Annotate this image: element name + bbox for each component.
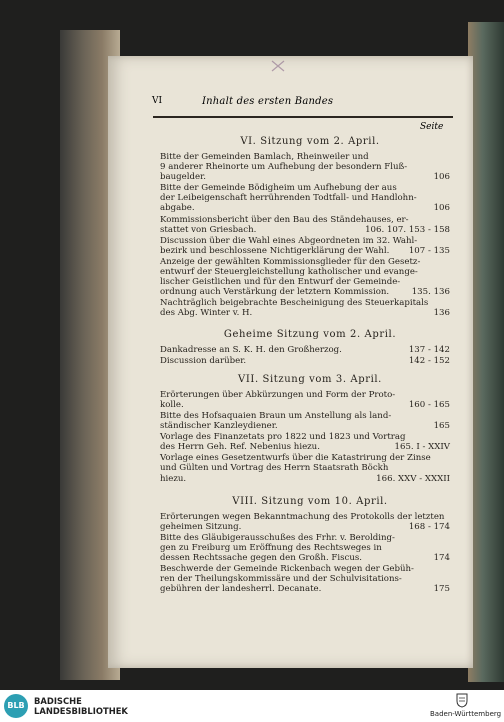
page-reference: 166. XXV - XXXII [376,473,450,484]
toc-entry-line: hiezu. [160,473,187,484]
toc-entry [160,564,450,596]
library-name: BADISCHE LANDESBIBLIOTHEK [34,696,128,716]
toc-entry-line: Nachträglich beigebrachte Bescheinigung des Steuerkapitals [160,298,429,309]
session-heading: VIII. Sitzung vom 10. April. [232,495,388,507]
session-heading: Geheime Sitzung vom 2. April. [223,328,397,340]
toc-entry-line: ständischer Kanzleydiener. [160,421,278,432]
toc-entry-line: geheimen Sitzung. [160,521,242,532]
blb-logo-icon: BLB [4,694,28,718]
toc-entry-line: entwurf der Steuergleichstellung katholischer und evange- [160,267,418,278]
toc-entry-line: abgabe. [160,203,195,214]
toc-entry [160,533,450,565]
baden-wuerttemberg-crest-icon [453,691,471,709]
toc-entry [160,390,450,412]
session-heading: VII. Sitzung vom 3. April. [238,373,382,385]
book-edge [468,22,504,682]
toc-entry-line: Anzeige der gewählten Kommissionsglieder für den Gesetz- [160,257,421,267]
page-reference: 106 [433,203,450,214]
page-title: Inhalt des ersten Bandes [202,96,334,107]
toc-entry-line: Bitte der Gemeinden Bamlach, Rheinweiler und [160,152,369,162]
toc-entry [160,298,450,320]
toc-entry [160,215,450,237]
page-reference: 165 [433,421,450,432]
page-reference: 135. 136 [411,287,450,298]
toc-entry-line: Discussion darüber. [160,355,247,366]
page-reference: 142 - 152 [408,355,450,366]
toc-entry-line: 9 anderer Rheinorte um Aufhebung der besondern Fluß- [160,162,408,173]
page-header [152,96,457,110]
partner-name: Baden-Württemberg [430,710,502,718]
toc-entry-line: dessen Rechtssache gegen den Großh. Fiscus. [160,553,363,564]
toc-entry-line: Erörterungen über Abkürzungen und Form der Proto- [160,389,396,400]
toc-entry [160,152,450,184]
toc-entry-line: Bitte der Gemeinde Bödigheim um Aufhebung der aus [160,183,397,194]
page-number: VI [152,96,163,106]
page-reference: 107 - 135 [408,245,450,256]
page-reference: 106. 107. 153 - 158 [365,224,450,235]
toc-entry-line: Erörterungen wegen Bekanntmachung des Protokolls der letzten [160,511,445,522]
toc-entry [160,356,450,368]
toc-entry-line: Discussion über die Wahl eines Abgeordneten im 32. Wahl- [160,235,418,246]
toc-entry-line: kolle. [160,399,184,410]
toc-entry-line: Vorlage eines Gesetzentwurfs über die Katastrirung der Zinse [160,453,431,464]
toc-entry-line: des Abg. Winter v. H. [160,308,253,319]
page-reference: 136 [433,308,450,319]
library-stamp-icon [270,58,286,74]
toc-entry [160,432,450,454]
page-reference: 137 - 142 [408,344,450,355]
toc-entry-line: gen zu Freiburg um Eröffnung des Rechtsweges in [160,542,382,553]
toc-entry-line: ordnung auch Verstärkung der letztern Kommission. [160,287,390,298]
toc-entry [160,453,450,485]
toc-entry-line: gebühren der landesherrl. Decanate. [160,584,322,595]
toc-entry [160,411,450,433]
toc-entry-line: und Gülten und Vortrag des Herrn Staatsrath Böckh [160,463,389,474]
toc-entry-line: bezirk und beschlossene Nichtigerklärung der Wahl. [160,245,390,256]
page-reference: 160 - 165 [408,399,450,410]
page-reference: 165. I - XXIV [394,442,450,453]
toc-entry-line: stattet von Griesbach. [160,224,257,235]
header-rule [153,116,453,118]
toc-entry-line: Beschwerde der Gemeinde Rickenbach wegen der Gebüh- [160,564,414,575]
seite-label: Seite [420,122,444,132]
session-heading: VI. Sitzung vom 2. April. [240,136,380,147]
page-reference: 175 [433,584,450,595]
toc-entry [160,512,450,534]
toc-entry-line: ren der Theilungskommissäre und der Schulvisitations- [160,574,402,585]
toc-entry [160,183,450,215]
toc-entry-line: Dankadresse an S. K. H. den Großherzog. [160,344,342,355]
toc-entry [160,257,450,299]
toc-entry-line: Vorlage des Finanzetats pro 1822 und 1823 und Vortrag [160,432,406,443]
toc-entry-line: des Herrn Geh. Ref. Nebenius hiezu. [160,442,320,453]
page-reference: 174 [433,553,450,564]
toc-entry-line: baugelder. [160,172,206,183]
page-reference: 168 - 174 [408,521,450,532]
toc-entry [160,236,450,258]
page-reference: 106 [433,172,450,183]
toc-entry-line: Kommissionsbericht über den Bau des Ständehauses, er- [160,214,409,225]
toc-entry-line: der Leibeigenschaft herrührenden Todtfall- und Handlohn- [160,193,417,204]
toc-entry-line: Bitte des Gläubigerausschußes des Frhr. v. Berolding- [160,532,395,543]
toc-entry-line: lischer Geistlichen und für den Entwurf der Gemeinde- [160,277,401,288]
toc-entry-line: Bitte des Hofsaquaien Braun um Anstellung als land- [160,411,392,421]
